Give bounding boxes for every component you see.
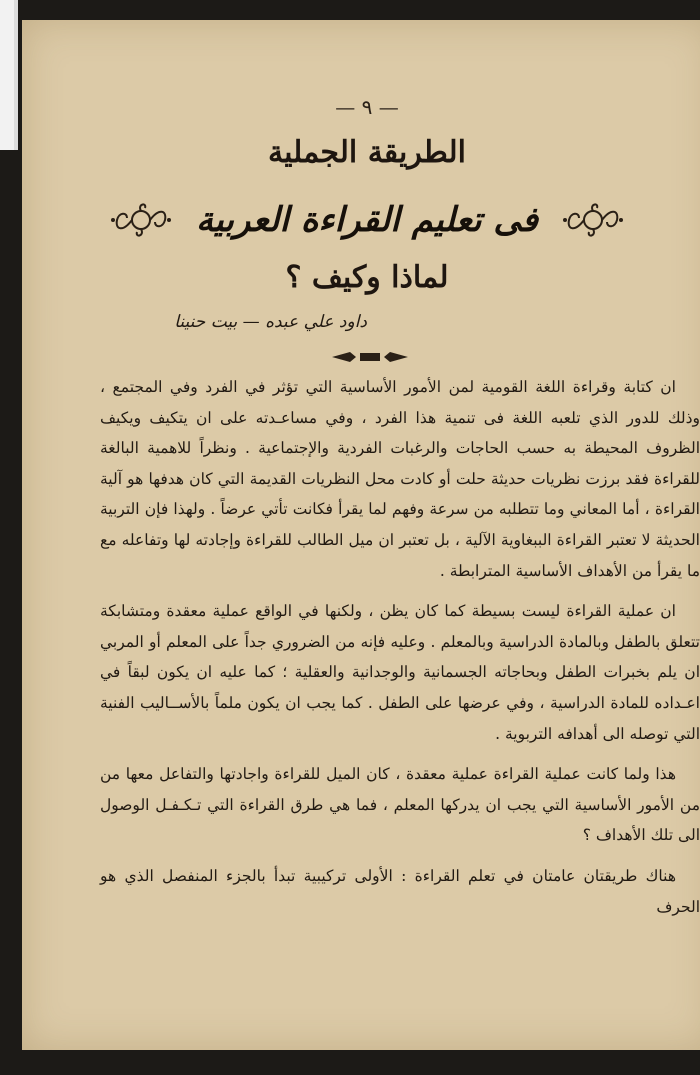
paragraph-4: هناك طريقتان عامتان في تعلم القراءة : الأولى تركيبية تبدأ بالجزء المنفصل الذي هو الحرف — [100, 866, 700, 916]
book-page — [22, 20, 700, 1050]
title-line-3: لماذا وكيف ؟ — [285, 260, 449, 295]
paragraph-3: هذا ولما كانت عملية القراءة عملية معقدة ، كان الميل للقراءة واجادتها والتفاعل معها من من الأمور الأساسية التي يجب ان يدركها المعلم ، فما هي طرق القراءة التي تـكـفـل الوصول الى تلك الأهداف ؟ — [100, 765, 700, 845]
body-text — [100, 372, 700, 932]
title-row — [22, 200, 700, 260]
paragraph-2: ان عملية القراءة ليست بسيطة كما كان يظن ، ولكنها في الواقع عملية معقدة ومتشابكة تتعلق بالطفل وبالمادة الدراسية وبالمعلم . وعليه فإنه من الضروري جداً على المعلم أو المربي ان يلم بخبرات الطفل وبحاجاته الجسمانية والوجدانية والعقلية ؛ كما عليه ان يكون لبقاً في اعـداده للمادة الدراسية ، وفي عرضها على الطفل . كما يجب ان يكون ملماً بالأســاليب الفنية التي توصله الى أهدافه التربوية . — [100, 602, 700, 743]
divider-ornament-icon — [330, 350, 410, 364]
paragraph-1: ان كتابة وقراءة اللغة القومية لمن الأمور الأساسية التي تؤثر في الفرد وفي المجتمع ، وذلك للدور الذي تلعبه اللغة فى تنمية هذا الفرد ، وفي مساعـدته على ان يتكيف ويكيف الظروف المحيطة به حسب الحاجات والرغبات الفردية والإجتماعية . ونظراً للاهمية البالغة للقراءة فقد برزت نظريات حديثة حلت أو كادت محل النظريات القديمة التي كان هدفها هو آلية القراءة ، أما المعاني وما تتطلبه من سرعة وفهم لما يقرأ فكانت تأتي عرضاً . ولهذا فإن التربية الحديثة لا تعتبر القراءة الببغاوية الآلية ، بل تعتبر ان ميل الطالب للقراءة وإجادته لها وتفاعله مع ما يقرأ من الأهداف الأساسية المترابطة . — [100, 378, 700, 580]
title-line-2: فى تعليم القراءة العربية — [195, 200, 539, 240]
ornament-right-icon — [109, 200, 173, 240]
page-number: — ٩ — — [335, 95, 399, 119]
ornament-left-icon — [561, 200, 625, 240]
title-line-1: الطريقة الجملية — [268, 135, 466, 170]
scan-edge — [0, 0, 14, 150]
author-line: داود علي عبده — بيت حنينا — [174, 312, 367, 332]
